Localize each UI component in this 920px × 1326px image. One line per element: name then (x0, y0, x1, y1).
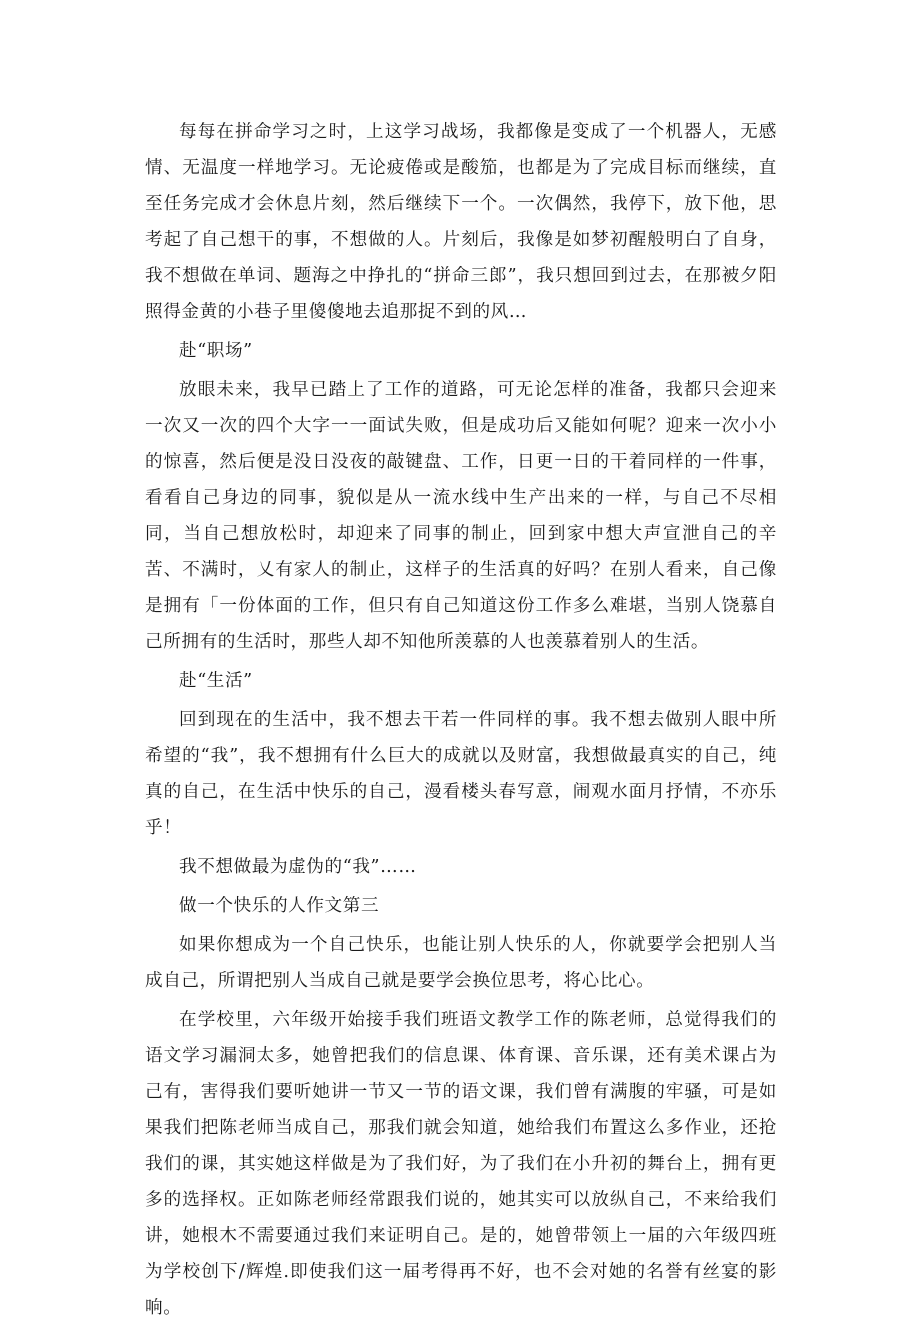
paragraph-empathy: 如果你想成为一个自己快乐，也能让别人快乐的人，你就要学会把别人当成自己，所谓把别人当成自己就是要学会换位思考，将心比心。 (145, 935, 777, 991)
section-heading-life: 赴“生活” (179, 671, 253, 691)
section-heading-workplace: 赴“职场” (179, 341, 253, 361)
closing-line: 我不想做最为虚伪的“我”…… (179, 857, 417, 877)
paragraph-life: 回到现在的生活中，我不想去干若一件同样的事。我不想去做别人眼中所希望的“我”，我不想拥有什么巨大的成就以及财富，我想做最真实的自己，纯真的自己，在生活中快乐的自己，漫看楼头春写意，闹观水面月抒情，不亦乐乎！ (145, 710, 777, 838)
paragraph-study: 每每在拼命学习之时，上这学习战场，我都像是变成了一个机器人，无感情、无温度一样地学习。无论疲倦或是酸笳，也都是为了完成目标而继续，直至任务完成才会休息片刻，然后继续下一个。一次偶然，我停下，放下他，思考起了自己想干的事，不想做的人。片刻后，我像是如梦初醒般明白了自身，我不想做在单词、题海之中挣扎的“拼命三郎”，我只想回到过去，在那被夕阳照得金黄的小巷子里傻傻地去追那捉不到的风… (145, 122, 777, 322)
document-body (145, 114, 777, 1326)
paragraph-teacher: 在学校里，六年级开始接手我们班语文教学工作的陈老师，总觉得我们的语文学习漏洞太多，她曾把我们的信息课、体育课、音乐课，还有美术课占为己有，害得我们要听她讲一节又一节的语文课，我们曾有满腹的牢骚，可是如果我们把陈老师当成自己，那我们就会知道，她给我们布置这么多作业，还抢我们的课，其实她这样做是为了我们好，为了我们在小升初的舞台上，拥有更多的选择权。正如陈老师经常跟我们说的，她其实可以放纵自己，不来给我们讲，她根木不需要通过我们来证明自己。是的，她曾带领上一届的六年级四班为学校创下/辉煌.即使我们这一届考得再不好，也不会对她的名誉有丝宴的影响。 (145, 1010, 777, 1318)
essay-title-third: 做一个快乐的人作文第三 (179, 896, 380, 916)
paragraph-workplace: 放眼未来，我早已踏上了工作的道路，可无论怎样的准备，我都只会迎来一次又一次的四个大字一一面试失败，但是成功后又能如何呢？迎来一次小小的惊喜，然后便是没日没夜的敲键盘、工作，日更一日的干着同样的一件事，看看自己身边的同事，貌似是从一流水线中生产出来的一样，与自己不尽相同，当自己想放松时，却迎来了同事的制止，回到家中想大声宣泄自己的辛苦、不满时，乂有家人的制止，这样子的生活真的好吗？在别人看来，自己像是拥有「一份体面的工作，但只有自己知道这份工作多么难堪，当别人饶慕自己所拥有的生活时，那些人却不知他所羡慕的人也羡慕着别人的生活。 (145, 380, 777, 652)
